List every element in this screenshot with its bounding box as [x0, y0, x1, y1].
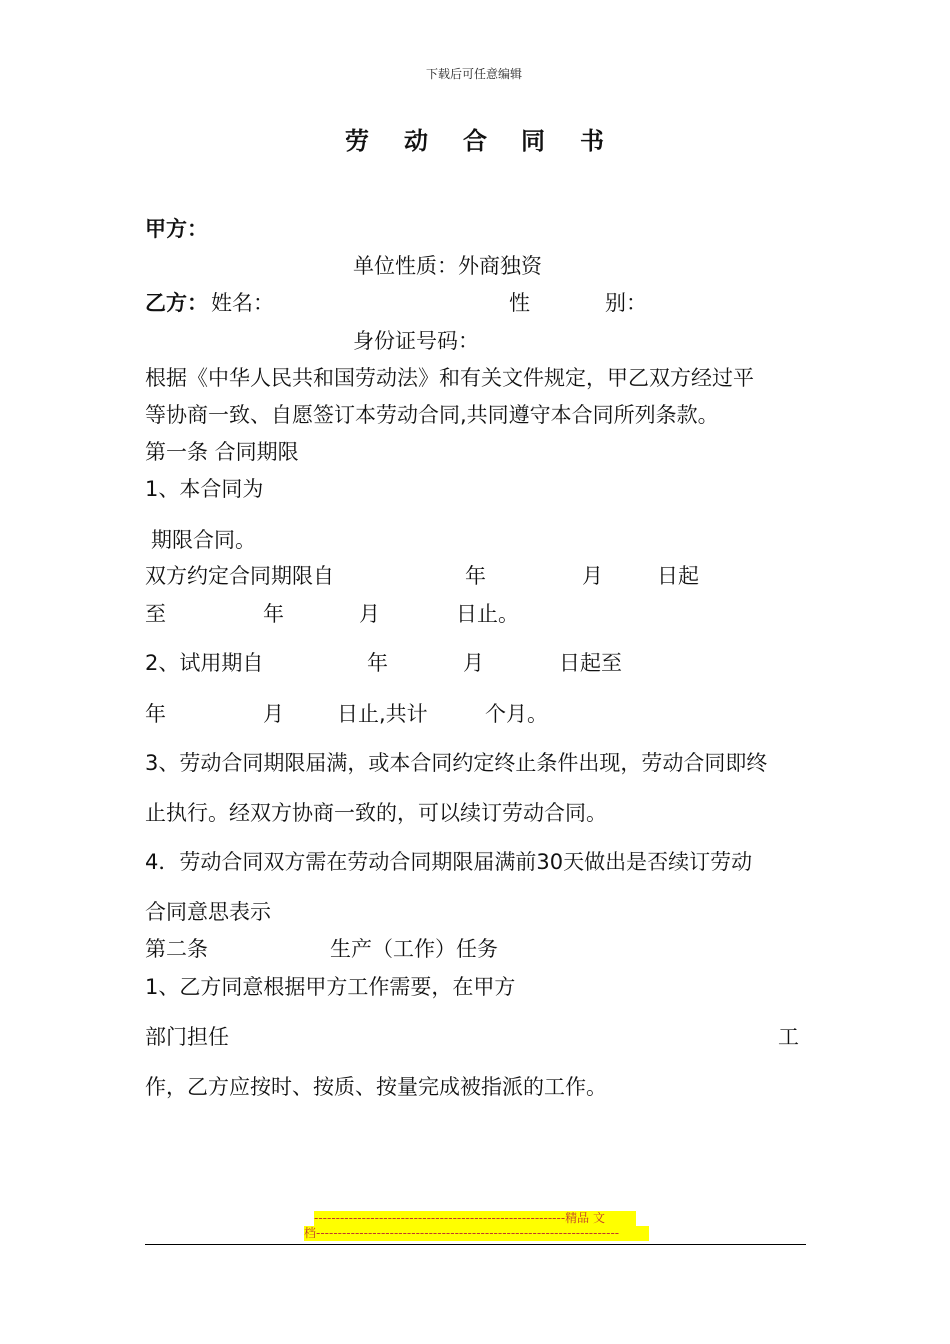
title-char: 同 — [521, 127, 545, 155]
term-end-day: 日止。 — [456, 602, 519, 626]
intro-line-2: 等协商一致、自愿签订本劳动合同,共同遵守本合同所列条款。 — [145, 403, 719, 427]
article1-item4-line-1: 4．劳动合同双方需在劳动合同期限届满前30天做出是否续订劳动 — [145, 850, 753, 874]
article2-item1-line-2a: 部门担任 — [145, 1025, 229, 1049]
document-title — [0, 128, 950, 158]
article1-item3-line-2: 止执行。经双方协商一致的，可以续订劳动合同。 — [145, 801, 607, 825]
probation-start-month: 月 — [463, 651, 484, 675]
probation-start-year: 年 — [367, 651, 388, 675]
party-a-label: 甲方： — [145, 217, 208, 241]
article2-heading-a: 第二条 — [145, 937, 208, 961]
term-start-day: 日起 — [657, 564, 699, 588]
term-end-year: 年 — [263, 602, 284, 626]
probation-months: 个月。 — [485, 702, 548, 726]
footer-rule — [145, 1244, 806, 1245]
title-char: 书 — [580, 127, 604, 155]
probation-end-day: 日止,共计 — [337, 702, 428, 726]
id-number-label: 身份证号码： — [353, 329, 479, 353]
article1-item1-b: 期限合同。 — [151, 528, 256, 552]
title-char: 合 — [463, 127, 487, 155]
article2-item1-line-1: 1、乙方同意根据甲方工作需要，在甲方 — [145, 975, 516, 999]
footer-watermark-line-2: 档---------------------------------------------------------------------- — [304, 1226, 649, 1241]
gender-label-2: 别： — [605, 291, 647, 315]
title-char: 劳 — [345, 127, 369, 155]
article1-heading: 第一条 合同期限 — [145, 440, 299, 464]
name-label: 姓名： — [211, 291, 274, 315]
probation-end-month: 月 — [263, 702, 284, 726]
article2-heading-b: 生产（工作）任务 — [330, 937, 498, 961]
probation-end-year: 年 — [145, 702, 166, 726]
page-header: 下载后可任意编辑 — [426, 67, 523, 81]
gender-label: 性 — [509, 291, 530, 315]
title-char: 动 — [404, 127, 428, 155]
term-end-month: 月 — [359, 602, 380, 626]
intro-line-1: 根据《中华人民共和国劳动法》和有关文件规定，甲乙双方经过平 — [145, 366, 754, 390]
article1-item3-line-1: 3、劳动合同期限届满，或本合同约定终止条件出现，劳动合同即终 — [145, 751, 768, 775]
article1-item1-a: 1、本合同为 — [145, 477, 264, 501]
unit-nature: 单位性质：外商独资 — [353, 254, 542, 278]
probation-start-day: 日起至 — [559, 651, 622, 675]
term-start-label: 双方约定合同期限自 — [145, 564, 334, 588]
footer-watermark-line-1: ----------------------------------------------------------精品 文 — [314, 1211, 636, 1226]
article2-item1-line-3: 作，乙方应按时、按质、按量完成被指派的工作。 — [145, 1075, 607, 1099]
probation-start-label: 2、试用期自 — [145, 651, 264, 675]
term-start-year: 年 — [465, 564, 486, 588]
party-b-label: 乙方： — [145, 291, 208, 315]
term-end-label: 至 — [145, 602, 166, 626]
term-start-month: 月 — [582, 564, 603, 588]
article1-item4-line-2: 合同意思表示 — [145, 900, 271, 924]
article2-item1-line-2b: 工 — [778, 1025, 799, 1049]
